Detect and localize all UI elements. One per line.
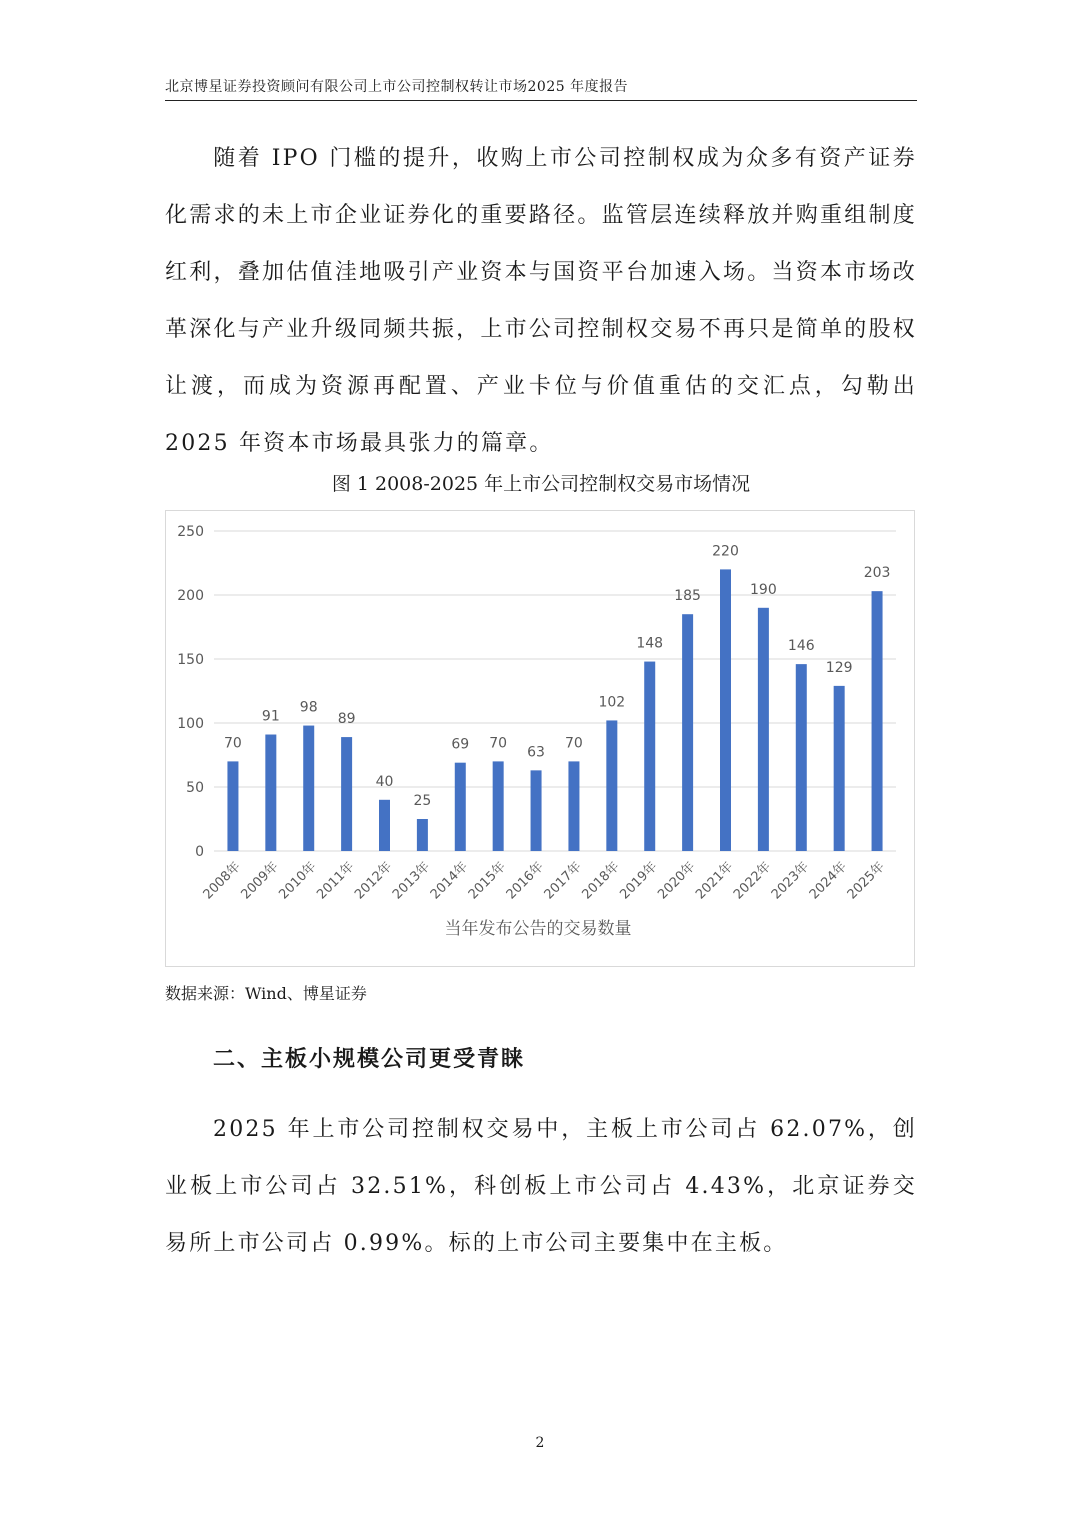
bar-2011年 [341, 737, 352, 851]
bar-2017年 [568, 761, 579, 851]
data-label: 148 [636, 635, 664, 652]
data-label: 146 [787, 638, 815, 655]
data-label: 98 [299, 699, 318, 716]
data-label: 203 [863, 565, 891, 582]
x-tick-label: 2024年 [806, 859, 850, 903]
body-paragraph-text: 2025 年上市公司控制权交易中，主板上市公司占 62.07%，创业板上市公司占 32.51%，科创板上市公司占 4.43%，北京证券交易所上市公司占 0.99%。标的上市公司主要集中在主板。 [165, 1117, 917, 1256]
figure-caption: 图 1 2008-2025 年上市公司控制权交易市场情况 [331, 473, 751, 495]
y-tick-label: 0 [195, 844, 204, 860]
bar-2008年 [227, 761, 238, 851]
data-label: 25 [413, 793, 432, 809]
data-label: 63 [527, 744, 545, 761]
y-tick-label: 250 [177, 524, 204, 540]
x-tick-label: 2017年 [541, 859, 585, 903]
bar-2023年 [796, 664, 807, 851]
body-paragraph [165, 1101, 917, 1272]
data-label: 69 [451, 736, 470, 753]
chart-frame [165, 510, 915, 967]
data-label: 40 [375, 773, 394, 790]
x-tick-label: 2025年 [844, 859, 888, 903]
y-axis-ticks [177, 524, 204, 860]
data-source-note: 数据来源：Wind、博星证券 [165, 984, 367, 1003]
bar-2019年 [644, 662, 655, 851]
data-label: 190 [750, 581, 777, 598]
bars [227, 569, 882, 851]
data-labels [224, 543, 890, 809]
section-heading: 二、主板小规模公司更受青睐 [213, 1046, 526, 1072]
bar-2022年 [758, 608, 769, 851]
bar-2018年 [606, 720, 617, 851]
x-tick-label: 2016年 [503, 859, 547, 903]
x-tick-label: 2008年 [200, 859, 244, 903]
x-tick-label: 2018年 [579, 859, 623, 903]
bar-2016年 [531, 770, 542, 851]
bar-2014年 [455, 763, 466, 851]
y-tick-label: 50 [186, 780, 204, 796]
x-tick-label: 2009年 [238, 859, 282, 903]
x-tick-label: 2020年 [655, 859, 699, 903]
bar-2021年 [720, 569, 731, 851]
bar-2024年 [834, 686, 845, 851]
bar-2025年 [872, 591, 883, 851]
bar-2020年 [682, 614, 693, 851]
data-label: 89 [337, 711, 356, 728]
bar-2010年 [303, 726, 314, 851]
x-tick-label: 2015年 [465, 859, 509, 903]
running-header: 北京博星证券投资顾问有限公司上市公司控制权转让市场2025 年度报告 [165, 76, 917, 101]
gridlines [214, 531, 896, 851]
x-tick-label: 2014年 [427, 859, 472, 903]
data-label: 185 [674, 588, 701, 605]
data-label: 129 [825, 659, 853, 676]
x-axis-ticks [200, 859, 888, 903]
intro-paragraph-text: 随着 IPO 门槛的提升，收购上市公司控制权成为众多有资产证券化需求的未上市企业证券化的重要路径。监管层连续释放并购重组制度红利，叠加估值洼地吸引产业资本与国资平台加速入场。当资本市场改革深化与产业升级同频共振，上市公司控制权交易不再只是简单的股权让渡，而成为资源再配置、产业卡位与价值重估的交汇点，勾勒出 2025 年资本市场最具张力的篇章。 [165, 146, 917, 456]
intro-paragraph [165, 130, 917, 472]
y-tick-label: 150 [177, 652, 204, 668]
x-tick-label: 2023年 [768, 859, 813, 903]
legend-label: 当年发布公告的交易数量 [444, 919, 632, 939]
data-label: 91 [261, 708, 280, 725]
x-tick-label: 2010年 [276, 859, 320, 903]
y-tick-label: 200 [177, 588, 204, 604]
x-tick-label: 2011年 [314, 859, 358, 903]
data-label: 102 [598, 694, 626, 711]
x-tick-label: 2022年 [731, 859, 775, 903]
data-label: 70 [565, 735, 583, 752]
bar-2015年 [493, 761, 504, 851]
y-tick-label: 100 [177, 716, 204, 732]
x-tick-label: 2012年 [352, 859, 396, 903]
x-tick-label: 2021年 [693, 859, 737, 903]
data-label: 70 [224, 735, 242, 752]
bar-2013年 [417, 819, 428, 851]
bar-2009年 [265, 735, 276, 851]
page-number: 2 [535, 1435, 545, 1451]
data-label: 220 [712, 543, 739, 560]
data-label: 70 [489, 735, 508, 752]
x-tick-label: 2013年 [390, 859, 434, 903]
bar-chart [166, 511, 914, 966]
x-tick-label: 2019年 [617, 859, 661, 903]
bar-2012年 [379, 800, 390, 851]
